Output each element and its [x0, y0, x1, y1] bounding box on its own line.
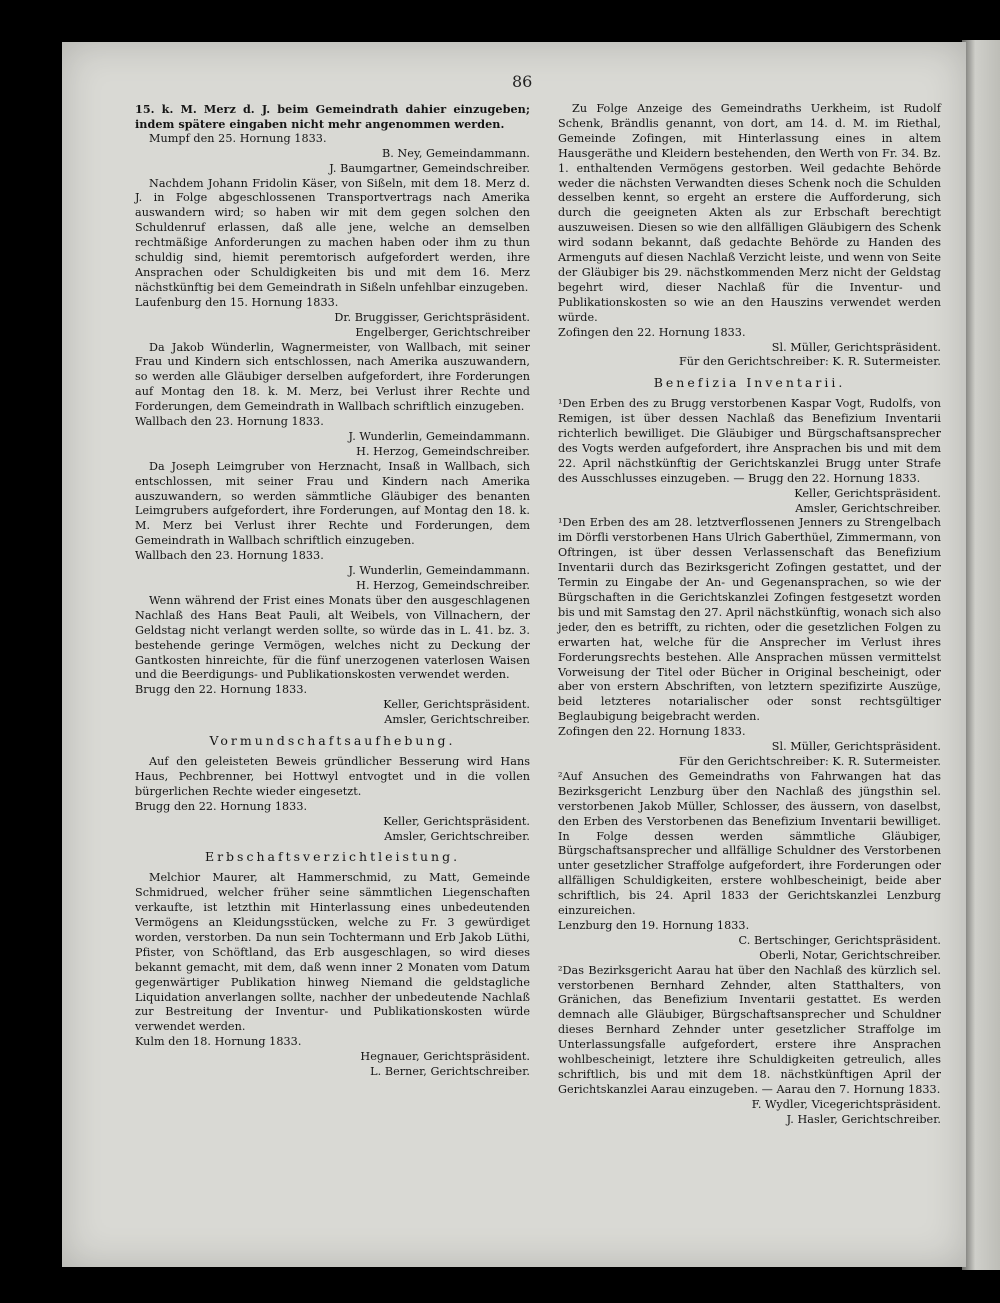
signature-line: Amsler, Gerichtschreiber.	[795, 501, 941, 515]
signature-line: Dr. Bruggisser, Gerichtspräsident.	[334, 310, 530, 324]
text-paragraph: Brugg den 22. Hornung 1833.	[135, 799, 308, 813]
signature-line: B. Ney, Gemeindammann.	[381, 146, 530, 160]
next-page-edge	[962, 40, 1000, 1270]
signature-line: Sl. Müller, Gerichtspräsident.	[771, 740, 941, 754]
page-number: 86	[512, 72, 533, 91]
text-paragraph: ²Das Bezirksgericht Aarau hat über den Nachlaß des kürzlich sel. verstorbenen Bernhard Zehnder, alten Statthalters, von Gränichen, das Benefizium Inventarii gestattet. Es werden demnach alle Gläubiger, Bürgschaftsansprecher und Schuldner dieses Bernhard Zehnder unter gesetzlicher Straffolge im Unterlassungsfalle aufgefordert, erstere ihre Ansprachen wohlbescheinigt, letztere ihre Schuldigkeiten getreulich, alles schriftlich, bis und mit dem 18. nächstkünftigen April der Gerichtskanzlei Aarau einzugeben. — Aarau den 7. Hornung 1833.	[558, 963, 941, 1096]
section-heading: Benefizia Inventarii.	[653, 375, 846, 391]
signature-line: Amsler, Gerichtschreiber.	[384, 829, 530, 843]
signature-line: Keller, Gerichtspräsident.	[794, 486, 941, 500]
text-paragraph: Nachdem Johann Fridolin Käser, von Sißeln, mit dem 18. Merz d. J. in Folge abgeschlossenen Transportvertrags nach Amerika auswandern wird; so haben wir mit dem gegen solchen den Schuldenruf erlassen, daß alle jene, welche an demselben rechtmäßige Anforderungen zu machen haben oder ihm zu thun schuldig sind, hiemit peremtorisch aufgefordert werden, ihre Ansprachen oder Schuldigkeiten bis und mit dem 16. Merz nächstkünftig bei dem Gemeindrath in Sißeln unfehlbar einzugeben.	[135, 176, 530, 294]
text-paragraph: Zu Folge Anzeige des Gemeindraths Uerkheim, ist Rudolf Schenk, Brändlis genannt, von dort, am 14. d. M. im Riethal, Gemeinde Zofingen, mit Hinterlassung eines in altem Hausgeräthe und Kleidern bestehenden, den Werth von Fr. 34. Bz. 1. enthaltenden Vermögens gestorben. Weil gedachte Behörde weder die nächsten Verwandten dieses Schenk noch die Schulden desselben kennt, so ergeht an erstere die Aufforderung, sich durch die geeigneten Akten als zur Erbschaft berechtigt auszuweisen. Diesen so wie den allfälligen Gläubigern des Schenk wird sodann bekannt, daß gedachte Behörde zu Handen des Armenguts auf diesen Nachlaß Verzicht leiste, und wenn von Seite der Gläubiger bis 29. nächstkommenden Merz nicht der Geldstag begehrt wird, dieser Nachlaß für die Inventur- und Publikationskosten so wie an den Hauszins verwendet werden würde.	[558, 102, 941, 324]
signature-line: Oberli, Notar, Gerichtschreiber.	[759, 948, 941, 962]
signature-line: J. Wunderlin, Gemeindammann.	[348, 564, 530, 578]
signature-line: H. Herzog, Gemeindschreiber.	[356, 444, 530, 458]
section-heading: Vormundschaftsaufhebung.	[209, 733, 456, 749]
signature-line: Für den Gerichtschreiber: K. R. Sutermeister.	[678, 754, 941, 768]
signature-line: H. Herzog, Gemeindschreiber.	[356, 579, 530, 592]
text-paragraph: Melchior Maurer, alt Hammerschmid, zu Matt, Gemeinde Schmidrued, welcher früher seine sämmtlichen Liegenschaften verkaufte, ist letzthin mit Hinterlassung eines unbedeutenden Vermögens an Kleidungsstücken, welche zu Fr. 3 gewürdiget worden, verstorben. Da nun sein Tochtermann und Erb Jakob Lüthi, Pfister, von Schöftland, das Erb ausgeschlagen, so wird dieses bekannt gemacht, mit dem, daß wenn inner 2 Monaten vom Datum gegenwärtiger Publikation hinweg Niemand die geldstagliche Liquidation anverlangen sollte, nachher der unbedeutende Nachlaß zur Bestreitung der Inventur- und Publikationskosten würde verwendet werden.	[135, 871, 530, 1034]
signature-line: Für den Gerichtschreiber: K. R. Sutermeister.	[678, 355, 941, 369]
signature-line: J. Hasler, Gerichtschreiber.	[786, 1112, 941, 1126]
signature-line: Sl. Müller, Gerichtspräsident.	[771, 340, 941, 354]
text-paragraph: Wallbach den 23. Hornung 1833.	[135, 415, 324, 429]
text-paragraph: Da Joseph Leimgruber von Herznacht, Insaß in Wallbach, sich entschlossen, mit seiner Frau und Kindern nach Amerika auszuwandern, so werden sämmtliche Gläubiger des benanten Leimgrubers aufgefordert, ihre Forderungen, auf Montag den 18. k. M. Merz bei Verlust ihrer Rechte und Forderungen, dem Gemeindrath in Wallbach schriftlich einzugeben.	[135, 459, 530, 548]
signature-line: Keller, Gerichtspräsident.	[383, 698, 530, 712]
signature-line: F. Wydler, Vicegerichtspräsident.	[751, 1097, 941, 1111]
text-paragraph: Brugg den 22. Hornung 1833.	[135, 683, 308, 697]
text-paragraph: Wallbach den 23. Hornung 1833.	[135, 549, 324, 563]
left-column	[135, 102, 530, 1080]
signature-line: Hegnauer, Gerichtspräsident.	[360, 1050, 530, 1064]
right-column	[558, 102, 941, 1128]
text-paragraph: Kulm den 18. Hornung 1833.	[135, 1035, 302, 1049]
text-paragraph: Da Jakob Wünderlin, Wagnermeister, von Wallbach, mit seiner Frau und Kindern sich entschlossen, nach Amerika auszuwandern, so werden alle Gläubiger derselben aufgefordert, ihre Forderungen auf Montag den 18. k. M. Merz, bei Verlust ihrer Rechte und Forderungen, dem Gemeindrath in Wallbach schriftlich einzugeben.	[135, 340, 530, 414]
text-paragraph: Wenn während der Frist eines Monats über den ausgeschlagenen Nachlaß des Hans Beat Pauli, alt Weibels, von Villnachern, der Geldstag nicht verlangt werden sollte, so würde das in L. 41. bz. 3. bestehende geringe Vermögen, welches nicht zu Deckung der Gantkosten hinreichte, für die fünf unerzogenen vaterlosen Waisen und die Beerdigungs- und Publikationskosten verwendet werden.	[135, 593, 530, 682]
signature-line: C. Bertschinger, Gerichtspräsident.	[738, 933, 941, 947]
signature-line: Amsler, Gerichtschreiber.	[384, 713, 530, 727]
signature-line: J. Baumgartner, Gemeindschreiber.	[329, 161, 530, 175]
text-paragraph: Mumpf den 25. Hornung 1833.	[149, 131, 327, 145]
section-heading: Erbschaftsverzichtleistung.	[204, 849, 461, 865]
signature-line: Keller, Gerichtspräsident.	[383, 814, 530, 828]
text-paragraph: 15. k. M. Merz d. J. beim Gemeindrath dahier einzugeben; indem spätere eingaben nicht mehr angenommen werden.	[135, 102, 530, 131]
signature-line: Engelberger, Gerichtschreiber	[355, 325, 530, 339]
text-paragraph: ¹Den Erben des zu Brugg verstorbenen Kaspar Vogt, Rudolfs, von Remigen, ist über dessen Nachlaß das Benefizium Inventarii richterlich bewilliget. Die Gläubiger und Bürgschaftsansprecher des Vogts werden aufgefordert, ihre Ansprachen bis und mit dem 22. April nächstkünftig der Gerichtskanzlei Brugg unter Strafe des Ausschlusses einzugeben. — Brugg den 22. Hornung 1833.	[558, 397, 941, 485]
text-paragraph: ²Auf Ansuchen des Gemeindraths von Fahrwangen hat das Bezirksgericht Lenzburg über den Nachlaß des jüngsthin sel. verstorbenen Jakob Müller, Schlosser, des äussern, von daselbst, den Erben des Verstorbenen das Benefizium Inventarii bewilliget. In Folge dessen werden sämmtliche Gläubiger, Bürgschaftsansprecher und allfällige Schuldner des Verstorbenen unter gesetzlicher Straffolge aufgefordert, ihre Forderungen oder allfälligen Schuldigkeiten, erstere wohlbescheinigt, beide aber schriftlich, bis 24. April 1833 der Gerichtskanzlei Lenzburg einzureichen.	[558, 769, 941, 918]
text-paragraph: Zofingen den 22. Hornung 1833.	[558, 725, 746, 739]
text-paragraph: Zofingen den 22. Hornung 1833.	[558, 325, 746, 339]
text-paragraph: Lenzburg den 19. Hornung 1833.	[558, 918, 750, 932]
text-paragraph: Laufenburg den 15. Hornung 1833.	[135, 295, 339, 309]
text-paragraph: Auf den geleisteten Beweis gründlicher Besserung wird Hans Haus, Pechbrenner, bei Hottwyl entvogtet und in die vollen bürgerlichen Rechte wieder eingesetzt.	[135, 754, 530, 798]
text-paragraph: ¹Den Erben des am 28. letztverflossenen Jenners zu Strengelbach im Dörfli verstorbenen Hans Ulrich Gaberthüel, Zimmermann, von Oftringen, ist über dessen Verlassenschaft das Benefizium Inventarii durch das Bezirksgericht Zofingen gestattet, und der Termin zu Eingabe der An- und Gegenansprachen, so wie der Bürgschaften in die Gerichtskanzlei Zofingen festgesetzt worden bis und mit Samstag den 27. April nächstkünftig, wonach sich also jeder, den es betrifft, zu richten, oder die gesetzlichen Folgen zu erwarten hat, welche für die Ansprecher im Verlust ihres Forderungsrechts bestehen. Alle Ansprachen müssen vermittelst Vorweisung der Titel oder Bücher in Original bescheinigt, oder aber von erstern Abschriften, von letztern spezifizirte Auszüge, beid letzteres notarialischer oder sonst rechtsgültiger Beglaubigung beigebracht werden.	[558, 516, 941, 724]
signature-line: L. Berner, Gerichtschreiber.	[370, 1065, 530, 1079]
signature-line: J. Wunderlin, Gemeindammann.	[348, 429, 530, 443]
